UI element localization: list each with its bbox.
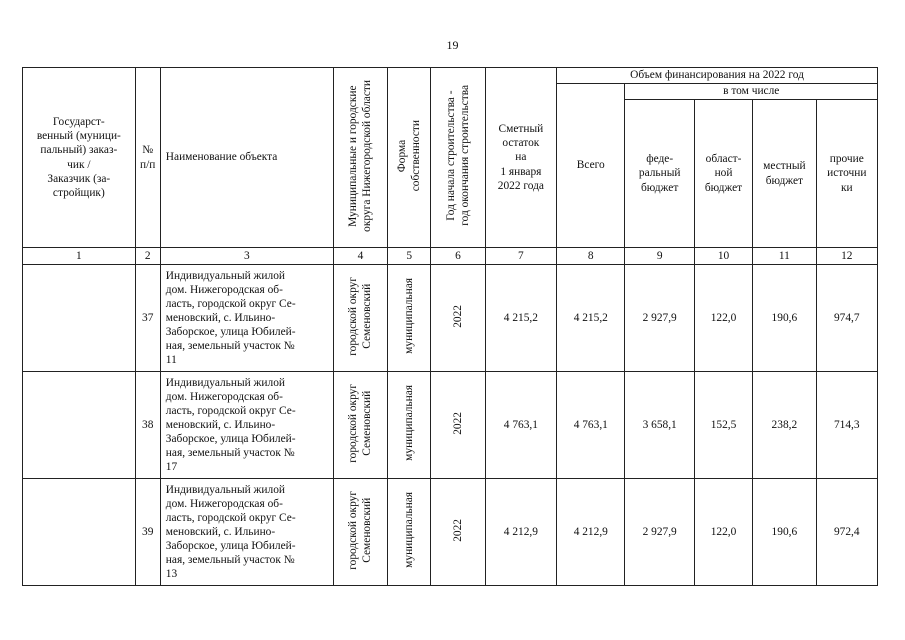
page-number: 19 xyxy=(446,38,459,52)
cell-balance: 4 212,9 xyxy=(485,479,556,586)
text-line: Семеновский xyxy=(361,283,374,349)
cell-years: 2022 xyxy=(431,372,485,479)
col-number: 8 xyxy=(557,248,625,265)
text-line: прочие xyxy=(829,153,864,166)
text-line: год окончания строительства xyxy=(459,85,472,226)
text-line: источни xyxy=(827,167,867,180)
table-row xyxy=(23,265,878,372)
text-line: ласть, городской округ Се- xyxy=(165,404,296,417)
col-number: 2 xyxy=(135,248,160,265)
col-number: 4 xyxy=(333,248,387,265)
cell-balance: 4 215,2 xyxy=(485,265,556,372)
cell-federal: 2 927,9 xyxy=(625,479,694,586)
cell-object-name xyxy=(160,372,333,479)
text-line: феде- xyxy=(646,153,674,166)
text-line: ласть, городской округ Се- xyxy=(165,511,296,524)
text-line: меновский, с. Ильино- xyxy=(165,311,276,324)
column-numbers-row xyxy=(23,248,878,265)
header-balance xyxy=(485,68,556,248)
text-line: ки xyxy=(840,181,853,194)
col-number: 3 xyxy=(160,248,333,265)
col-number: 5 xyxy=(388,248,431,265)
text-line: бюджет xyxy=(704,181,743,194)
text-line: 1 января xyxy=(500,165,542,178)
cell-num: 39 xyxy=(135,479,160,586)
text-line: п/п xyxy=(140,158,156,171)
cell-regional: 152,5 xyxy=(694,372,752,479)
header-local xyxy=(753,100,816,248)
cell-years: 2022 xyxy=(431,265,485,372)
header-including: в том числе xyxy=(625,84,878,100)
cell-customer xyxy=(23,265,136,372)
col-number: 11 xyxy=(753,248,816,265)
text-line: Заборское, улица Юбилей- xyxy=(165,433,296,445)
text-line: 13 xyxy=(165,568,178,581)
table-row xyxy=(23,479,878,586)
text-line: дом. Нижегородская об- xyxy=(165,283,283,296)
cell-local: 238,2 xyxy=(753,372,816,479)
text-line: дом. Нижегородская об- xyxy=(165,390,283,403)
cell-other: 974,7 xyxy=(816,265,877,372)
text-line: округа Нижегородской области xyxy=(361,79,374,232)
financing-table xyxy=(22,67,878,586)
text-line: Индивидуальный жилой xyxy=(165,269,285,282)
cell-balance: 4 763,1 xyxy=(485,372,556,479)
text-line: меновский, с. Ильино- xyxy=(165,418,276,431)
col-number: 6 xyxy=(431,248,485,265)
cell-total: 4 212,9 xyxy=(557,479,625,586)
text-line: городской округ xyxy=(347,383,360,463)
text-line: пальный) заказ- xyxy=(40,144,118,157)
cell-object-name xyxy=(160,265,333,372)
text-line: 11 xyxy=(165,354,177,367)
cell-local: 190,6 xyxy=(753,265,816,372)
cell-ownership: муниципальная xyxy=(388,265,431,372)
header-regional xyxy=(694,100,752,248)
text-line: бюджет xyxy=(641,181,679,194)
text-line: венный (муници- xyxy=(36,130,121,143)
header-customer xyxy=(23,68,136,248)
cell-total: 4 215,2 xyxy=(557,265,625,372)
text-line: ной xyxy=(714,167,733,180)
text-line: 17 xyxy=(165,461,178,474)
text-line: местный xyxy=(763,160,806,173)
header-total: Всего xyxy=(557,84,625,248)
col-number: 1 xyxy=(23,248,136,265)
header-object-name: Наименование объекта xyxy=(160,68,333,248)
text-line: Заборское, улица Юбилей- xyxy=(165,326,296,338)
cell-municipality xyxy=(333,372,387,479)
cell-customer xyxy=(23,479,136,586)
table-body xyxy=(23,68,878,586)
text-line: чик / xyxy=(67,158,91,171)
header-federal xyxy=(625,100,694,248)
cell-federal: 3 658,1 xyxy=(625,372,694,479)
cell-municipality xyxy=(333,479,387,586)
cell-regional: 122,0 xyxy=(694,265,752,372)
cell-local: 190,6 xyxy=(753,479,816,586)
text-line: Государст- xyxy=(52,116,105,129)
text-line: дом. Нижегородская об- xyxy=(165,497,283,510)
text-line: меновский, с. Ильино- xyxy=(165,525,276,538)
text-line: остаток xyxy=(502,137,540,150)
text-line: 2022 года xyxy=(497,179,544,192)
text-line: ная, земельный участок № xyxy=(165,554,295,567)
text-line: Семеновский xyxy=(361,497,374,563)
col-number: 9 xyxy=(625,248,694,265)
header-municipality xyxy=(333,68,387,248)
text-line: собственности xyxy=(410,119,423,192)
cell-ownership: муниципальная xyxy=(388,372,431,479)
cell-ownership: муниципальная xyxy=(388,479,431,586)
text-line: област- xyxy=(705,153,742,166)
cell-municipality xyxy=(333,265,387,372)
text-line: бюджет xyxy=(765,174,803,187)
text-line: ная, земельный участок № xyxy=(165,447,295,460)
header-years xyxy=(431,68,485,248)
text-line: на xyxy=(515,151,527,164)
text-line: Заказчик (за- xyxy=(47,172,111,185)
text-line: Семеновский xyxy=(361,390,374,456)
col-number: 12 xyxy=(816,248,877,265)
cell-customer xyxy=(23,372,136,479)
cell-total: 4 763,1 xyxy=(557,372,625,479)
cell-other: 972,4 xyxy=(816,479,877,586)
cell-num: 37 xyxy=(135,265,160,372)
text-line: Сметный xyxy=(498,123,544,136)
text-line: Заборское, улица Юбилей- xyxy=(165,540,296,552)
header-num xyxy=(135,68,160,248)
text-line: Год начала строительства - xyxy=(445,90,457,221)
text-line: Муниципальные и городские xyxy=(347,84,360,227)
text-line: Индивидуальный жилой xyxy=(165,483,285,496)
cell-years: 2022 xyxy=(431,479,485,586)
header-ownership xyxy=(388,68,431,248)
text-line: стройщик) xyxy=(52,186,105,199)
text-line: городской округ xyxy=(347,490,360,570)
cell-regional: 122,0 xyxy=(694,479,752,586)
text-line: городской округ xyxy=(347,276,360,356)
col-number: 10 xyxy=(694,248,752,265)
header-other xyxy=(816,100,877,248)
text-line: № xyxy=(142,144,154,157)
table-row xyxy=(23,372,878,479)
cell-other: 714,3 xyxy=(816,372,877,479)
cell-num: 38 xyxy=(135,372,160,479)
text-line: ная, земельный участок № xyxy=(165,340,295,353)
text-line: Форма xyxy=(396,139,409,172)
header-funding-group: Объем финансирования на 2022 год xyxy=(557,68,878,84)
col-number: 7 xyxy=(485,248,556,265)
text-line: ральный xyxy=(638,167,681,180)
text-line: Индивидуальный жилой xyxy=(165,376,285,389)
text-line: ласть, городской округ Се- xyxy=(165,297,296,310)
cell-object-name xyxy=(160,479,333,586)
cell-federal: 2 927,9 xyxy=(625,265,694,372)
